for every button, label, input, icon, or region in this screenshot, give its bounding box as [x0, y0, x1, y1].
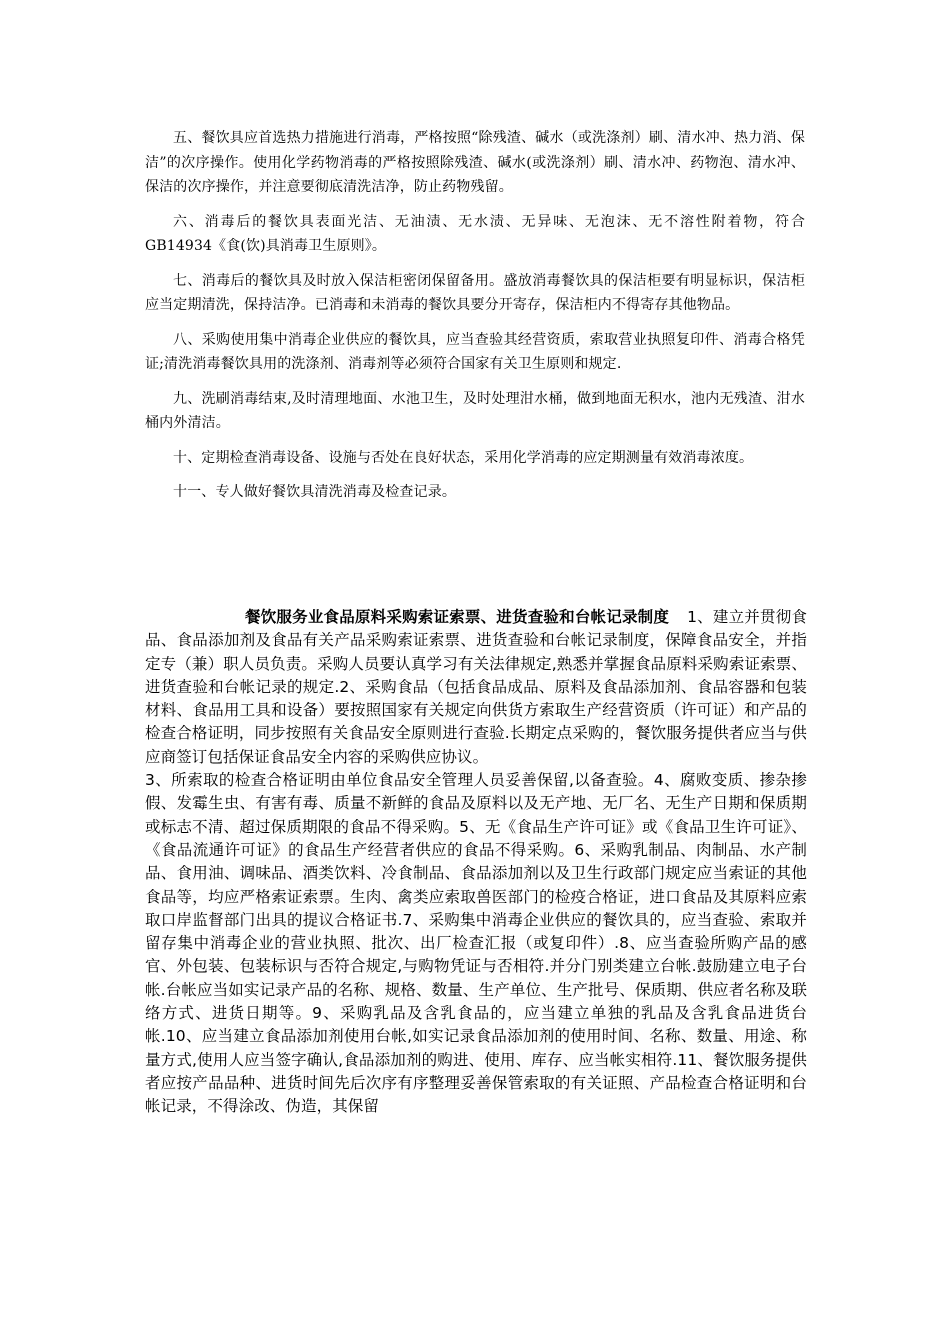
procurement-paragraph-1: [145, 606, 807, 769]
rule-paragraph-6: 六、消毒后的餐饮具表面光洁、无油渍、无水渍、无异味、无泡沫、无不溶性附着物，符合GB14934《食(饮)具消毒卫生原则》。: [145, 213, 805, 254]
rule-paragraph-11: 十一、专人做好餐饮具清洗消毒及检查记录。: [173, 484, 456, 500]
rule-paragraph-7: 七、消毒后的餐饮具及时放入保洁柜密闭保留备用。盛放消毒餐饮具的保洁柜要有明显标识，保洁柜应当定期清洗，保持洁净。已消毒和未消毒的餐饮具要分开寄存，保洁柜内不得寄存其他物品。: [145, 272, 805, 313]
procurement-title: 餐饮服务业食品原料采购索证索票、进货查验和台帐记录制度: [245, 608, 670, 626]
rule-paragraph-5: 五、餐饮具应首选热力措施进行消毒，严格按照“除残渣、碱水（或洗涤剂）刷、清水冲、热力消、保洁”的次序操作。使用化学药物消毒的严格按照除残渣、碱水(或洗涤剂）刷、清水冲、药物泡、清水冲、保洁的次序操作，并注意要彻底清洗洁净，防止药物残留。: [145, 130, 805, 195]
rule-paragraph-9: 九、洗刷消毒结束,及时清理地面、水池卫生，及时处理泔水桶，做到地面无积水，池内无残渣、泔水桶内外清洁。: [145, 390, 805, 431]
rule-paragraph-8: 八、采购使用集中消毒企业供应的餐饮具，应当查验其经营资质，索取营业执照复印件、消毒合格凭证;清洗消毒餐饮具用的洗涤剂、消毒剂等必须符合国家有关卫生原则和规定.: [145, 331, 805, 372]
procurement-text-1: 1、建立并贯彻食品、食品添加剂及食品有关产品采购索证索票、进货查验和台帐记录制度，保障食品安全，并指定专（兼）职人员负责。采购人员要认真学习有关法律规定,熟悉并掌握食品原料采购索证索票、进货查验和台帐记录的规定.2、采购食品（包括食品成品、原料及食品添加剂、食品容器和包装材料、食品用工具和设备）要按照国家有关规定向供货方索取生产经营资质（许可证）和产品的检查合格证明，同步按照有关食品安全原则进行查验.长期定点采购的，餐饮服务提供者应当与供应商签订包括保证食品安全内容的采购供应协议。: [145, 608, 808, 766]
procurement-section: [145, 606, 807, 1119]
disinfection-rules: [145, 126, 805, 515]
procurement-paragraph-2: 3、所索取的检查合格证明由单位食品安全管理人员妥善保留,以备查验。4、腐败变质、掺杂掺假、发霉生虫、有害有毒、质量不新鲜的食品及原料以及无产地、无厂名、无生产日期和保质期或标志不清、超过保质期限的食品不得采购。5、无《食品生产许可证》或《食品卫生许可证》、《食品流通许可证》的食品生产经营者供应的食品不得采购。6、采购乳制品、肉制品、水产制品、食用油、调味品、酒类饮料、冷食制品、食品添加剂以及卫生行政部门规定应当索证的其他食品等，均应严格索证索票。生肉、禽类应索取兽医部门的检疫合格证，进口食品及其原料应索取口岸监督部门出具的提议合格证书.7、采购集中消毒企业供应的餐饮具的，应当查验、索取并留存集中消毒企业的营业执照、批次、出厂检查汇报（或复印件）.8、应当查验所购产品的感官、外包装、包装标识与否符合规定,与购物凭证与否相符.并分门别类建立台帐.鼓励建立电子台帐.台帐应当如实记录产品的名称、规格、数量、生产单位、生产批号、保质期、供应者名称及联络方式、进货日期等。9、采购乳品及含乳食品的，应当建立单独的乳品及含乳食品进货台帐.10、应当建立食品添加剂使用台帐,如实记录食品添加剂的使用时间、名称、数量、用途、称量方式,使用人应当签字确认,食品添加剂的购进、使用、库存、应当帐实相符.11、餐饮服务提供者应按产品品种、进货时间先后次序有序整理妥善保管索取的有关证照、产品检查合格证明和台帐记录，不得涂改、伪造，其保留: [145, 771, 807, 1116]
rule-paragraph-10: 十、定期检查消毒设备、设施与否处在良好状态，采用化学消毒的应定期测量有效消毒浓度。: [173, 449, 754, 466]
